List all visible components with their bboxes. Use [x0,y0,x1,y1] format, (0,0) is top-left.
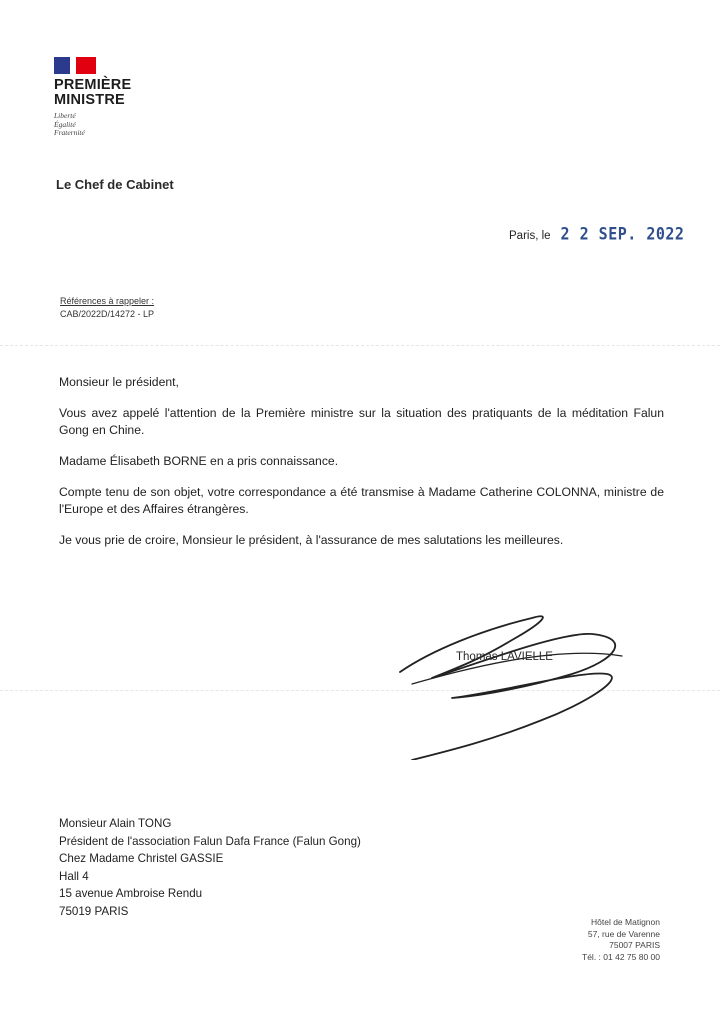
tricolor-flag-icon [54,57,96,74]
institution-line-2: MINISTRE [54,92,125,108]
recipient-line: Monsieur Alain TONG [59,817,172,830]
closing-paragraph: Je vous prie de croire, Monsieur le président, à l'assurance de mes salutations les meilleures. [59,533,564,547]
institution-name [54,78,131,108]
office-line: 75007 PARIS [609,940,660,950]
motto-line: Liberté [54,111,76,120]
signer-name: Thomas LAVIELLE [456,651,553,663]
letter-body [59,374,664,563]
office-line: Tél. : 01 42 75 80 00 [582,951,660,962]
government-logo [54,57,131,138]
office-line: Hôtel de Matignon [591,917,660,927]
handwritten-signature [392,600,652,760]
body-paragraph: Compte tenu de son objet, votre correspondance a été transmise à Madame Catherine COLONNA, ministre de l'Europe et des Affaires étrangères. [59,485,664,516]
recipient-line: 75019 PARIS [59,904,129,918]
references-value: CAB/2022D/14272 - LP [60,309,155,319]
fold-line [0,345,720,346]
date-place: Paris, le [509,230,551,242]
sender-title: Le Chef de Cabinet [56,177,174,192]
date-stamp: 2 2 SEP. 2022 [560,224,685,244]
recipient-address [59,815,361,920]
motto-line: Égalité [54,119,76,129]
institution-line-1: PREMIÈRE [54,77,132,93]
body-paragraph: Vous avez appelé l'attention de la Première ministre sur la situation des pratiquants de la méditation Falun Gong en Chine. [59,406,664,437]
recipient-line: 15 avenue Ambroise Rendu [59,887,203,900]
recipient-line: Chez Madame Christel GASSIE [59,852,224,865]
office-line: 57, rue de Varenne [587,928,660,939]
office-address [582,917,660,963]
references-block [60,295,154,321]
recipient-line: Hall 4 [59,869,89,883]
recipient-line: Président de l'association Falun Dafa France (Falun Gong) [59,834,361,848]
motto-line: Fraternité [54,128,85,137]
republic-motto [54,112,131,138]
date-line [509,225,684,243]
salutation: Monsieur le président, [59,375,179,389]
references-label: Références à rappeler : [60,296,155,306]
body-paragraph: Madame Élisabeth BORNE en a pris connaissance. [59,454,339,468]
